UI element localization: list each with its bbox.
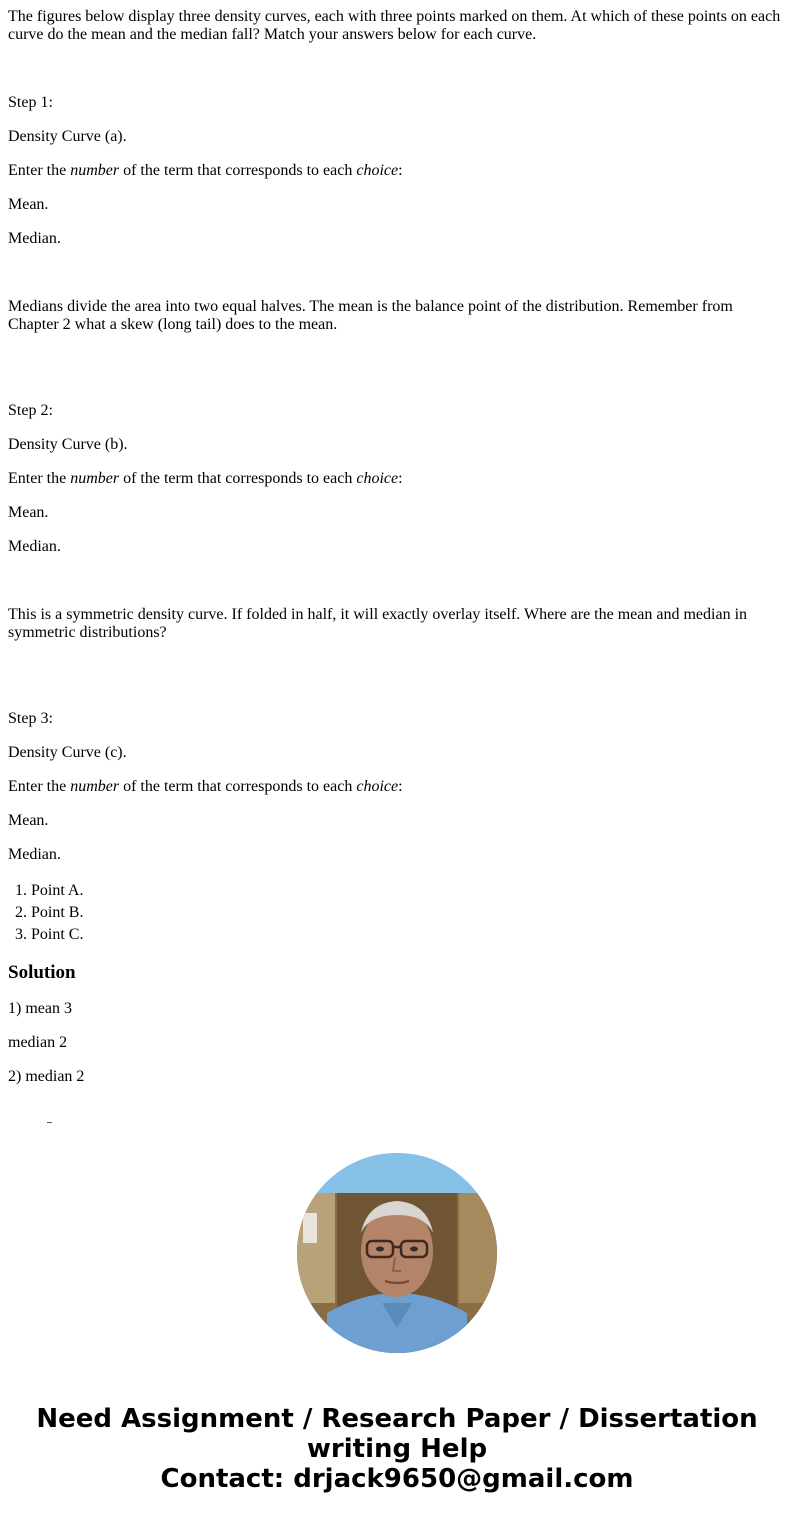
step-3-curve: Density Curve (c). (8, 744, 127, 761)
instruction-mid: of the term that corresponds to each (119, 470, 357, 487)
instruction-pre: Enter the (8, 778, 71, 795)
solution-line: 2) median 2 (8, 1068, 85, 1085)
choice-number: 1. (15, 882, 27, 899)
step-1-mean: Mean. (8, 196, 49, 213)
step-2-instruction (8, 470, 786, 488)
solution-heading: Solution (8, 962, 76, 983)
step-2-hint: This is a symmetric density curve. If folded in half, it will exactly overlay itself. Where are the mean and median in symmetric distributions? (8, 606, 748, 641)
instruction-em-number: number (70, 778, 120, 795)
promo-line-2: writing Help (306, 1434, 488, 1464)
instruction-em-number: number (70, 470, 120, 487)
choice-item (8, 880, 786, 902)
question-intro: The figures below display three density curves, each with three points marked on them. At which of these points on each curve do the mean and the median fall? Match your answers below for each curve. (8, 8, 781, 43)
instruction-post: : (398, 162, 403, 179)
step-1-hint: Medians divide the area into two equal halves. The mean is the balance point of the distribution. Remember from Chapter 2 what a skew (long tail) does to the mean. (8, 298, 733, 333)
instruction-em-choice: choice (356, 470, 399, 487)
choice-label: Point C. (31, 926, 84, 943)
step-2-median: Median. (8, 538, 61, 555)
step-1-curve: Density Curve (a). (8, 128, 127, 145)
promo-banner (0, 1404, 794, 1494)
choice-label: Point A. (31, 882, 84, 899)
instruction-post: : (398, 778, 403, 795)
instruction-pre: Enter the (8, 470, 71, 487)
instruction-post: : (398, 470, 403, 487)
promo-line-1: Need Assignment / Research Paper / Dissertation (36, 1404, 758, 1434)
step-3-median: Median. (8, 846, 61, 863)
choice-number: 2. (15, 904, 27, 921)
instruction-em-choice: choice (356, 778, 399, 795)
instruction-pre: Enter the (8, 162, 71, 179)
choice-item (8, 902, 786, 924)
instruction-mid: of the term that corresponds to each (119, 162, 357, 179)
instruction-em-choice: choice (356, 162, 399, 179)
solution-line: 1) mean 3 (8, 1000, 72, 1017)
author-avatar (297, 1153, 497, 1353)
choice-label: Point B. (31, 904, 84, 921)
step-1-instruction (8, 162, 786, 180)
truncated-text-mark (47, 1122, 52, 1123)
content-fade-overlay (0, 1104, 794, 1134)
choices-list (8, 880, 786, 946)
step-3-title: Step 3: (8, 710, 53, 727)
solution-line: median 2 (8, 1034, 68, 1051)
choice-item (8, 924, 786, 946)
step-3-mean: Mean. (8, 812, 49, 829)
question-content (8, 8, 786, 1102)
choice-number: 3. (15, 926, 27, 943)
promo-contact: Contact: drjack9650@gmail.com (160, 1464, 634, 1494)
step-2-curve: Density Curve (b). (8, 436, 128, 453)
step-2-title: Step 2: (8, 402, 53, 419)
step-3-instruction (8, 778, 786, 796)
step-1-median: Median. (8, 230, 61, 247)
step-2-mean: Mean. (8, 504, 49, 521)
instruction-mid: of the term that corresponds to each (119, 778, 357, 795)
author-photo-illustration (297, 1153, 497, 1353)
step-1-title: Step 1: (8, 94, 53, 111)
instruction-em-number: number (70, 162, 120, 179)
